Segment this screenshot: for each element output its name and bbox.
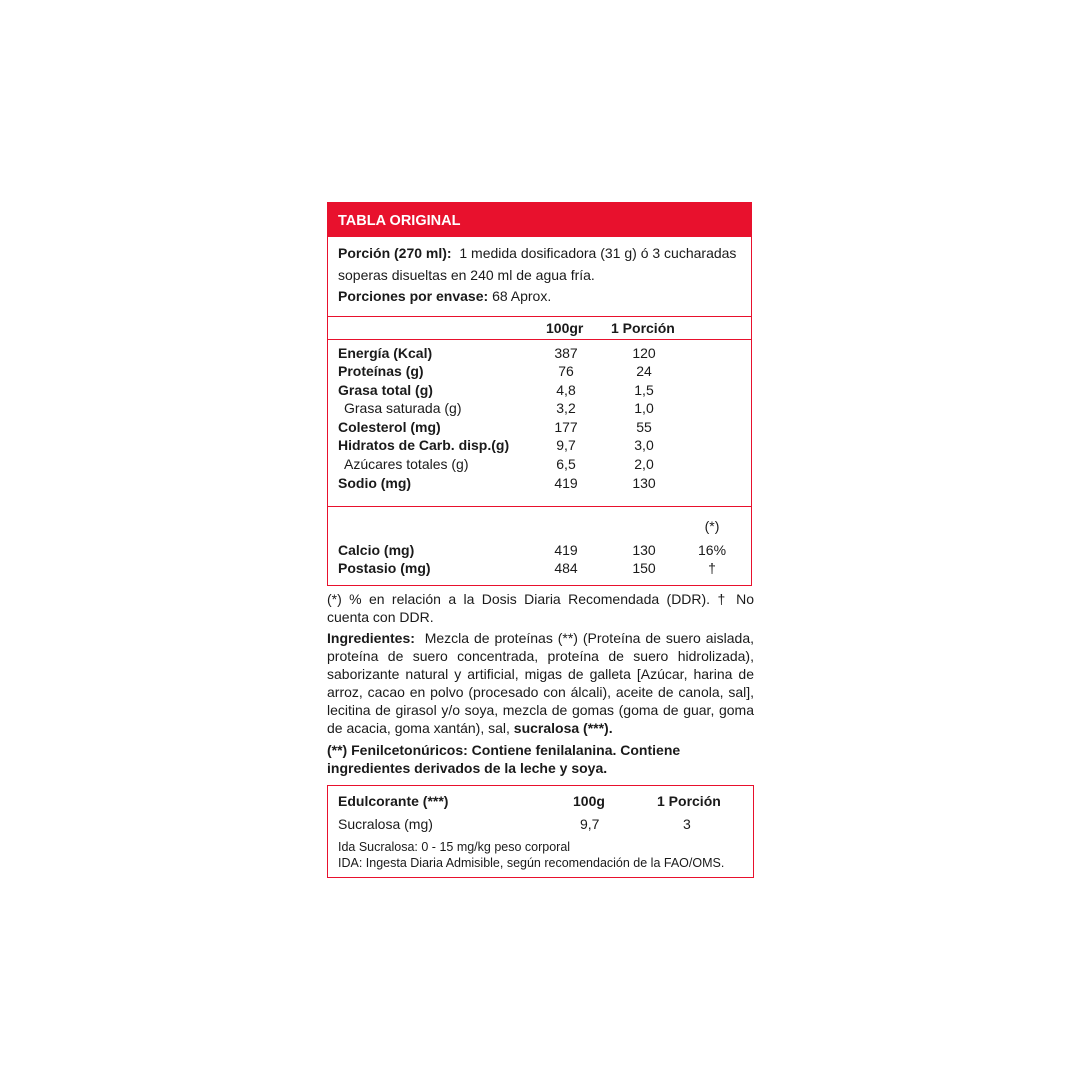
column-header (328, 317, 751, 340)
table-row (328, 345, 751, 364)
sweetener-label: Edulcorante (***) (338, 793, 449, 809)
table-row (328, 400, 751, 419)
row-portion: 24 (636, 363, 652, 380)
servings-text: 68 Aprox. (492, 288, 552, 304)
ingredients-text: Mezcla de proteínas (**) (Proteína de suero aislada, proteína de suero concentrada, proteína de suero hidrolizada), saborizante natural y artificial, migas de galleta [Azúcar, harina de arroz, cacao en polvo (procesado con álcali), aceite de canola, sal], lecitina de girasol y/o soya, mezcla de gomas (goma de guar, goma de acacia, goma xantán), sal, (327, 630, 754, 736)
table-row (328, 542, 751, 561)
table-row (328, 560, 751, 579)
sweetener-note-2: IDA: Ingesta Diaria Admisible, según recomendación de la FAO/OMS. (338, 856, 725, 870)
pct-header: (*) (704, 517, 720, 534)
row-100: 419 (554, 474, 578, 491)
table-title: TABLA ORIGINAL (328, 203, 751, 237)
table-row (328, 456, 751, 475)
row-100: 484 (554, 559, 578, 576)
row-label: Energía (Kcal) (338, 344, 433, 361)
row-100: 6,5 (556, 456, 576, 473)
table-row (328, 363, 751, 382)
sweetener-row-portion: 3 (683, 816, 691, 832)
row-label: Hidratos de Carb. disp.(g) (338, 437, 510, 454)
row-100: 3,2 (556, 400, 576, 417)
sweetener-col-100: 100g (573, 793, 605, 809)
table-row (328, 475, 751, 494)
row-100: 419 (554, 541, 578, 558)
table-row (328, 419, 751, 438)
row-portion: 1,0 (634, 400, 654, 417)
sweetener-col-portion: 1 Porción (657, 793, 721, 809)
minerals-section (328, 507, 751, 585)
row-portion: 120 (632, 344, 656, 361)
row-label: Proteínas (g) (338, 363, 424, 380)
row-portion: 1,5 (634, 381, 654, 398)
row-100: 4,8 (556, 381, 576, 398)
sweetener-row-100: 9,7 (580, 816, 600, 832)
row-label: Calcio (mg) (338, 541, 415, 558)
col-100: 100gr (546, 319, 584, 336)
sweetener-table (327, 785, 754, 878)
row-portion: 130 (632, 541, 656, 558)
portion-label: Porción (270 ml): (338, 245, 452, 261)
footnote: (*) % en relación a la Dosis Diaria Recomendada (DDR). † No cuenta con DDR. (327, 591, 754, 625)
row-pct: † (708, 559, 716, 576)
row-portion: 55 (636, 418, 652, 435)
row-label: Grasa saturada (g) (344, 400, 462, 417)
row-100: 387 (554, 344, 578, 361)
row-100: 177 (554, 418, 578, 435)
sweetener-row-label: Sucralosa (mg) (338, 816, 433, 832)
portion-text: 1 medida dosificadora (31 g) ó 3 cucharadas soperas disueltas en 240 ml de agua fría. (338, 245, 737, 283)
row-100: 9,7 (556, 437, 576, 454)
row-label: Postasio (mg) (338, 559, 431, 576)
row-portion: 130 (632, 474, 656, 491)
ingredients-sweetener: sucralosa (***). (513, 720, 613, 736)
row-portion: 150 (632, 559, 656, 576)
row-label: Grasa total (g) (338, 381, 433, 398)
ingredients (327, 629, 754, 737)
row-label: Azúcares totales (g) (344, 456, 469, 473)
nutrient-rows (328, 340, 751, 507)
row-label: Colesterol (mg) (338, 418, 441, 435)
row-portion: 2,0 (634, 456, 654, 473)
row-label: Sodio (mg) (338, 474, 412, 491)
ingredients-label: Ingredientes: (327, 630, 415, 646)
table-row (328, 437, 751, 456)
nutrition-table (327, 202, 752, 586)
servings-label: Porciones por envase: (338, 288, 489, 304)
col-portion: 1 Porción (611, 319, 675, 336)
row-portion: 3,0 (634, 437, 654, 454)
row-100: 76 (558, 363, 574, 380)
sweetener-note-1: Ida Sucralosa: 0 - 15 mg/kg peso corporal (338, 840, 571, 854)
portion-info (328, 237, 751, 317)
row-pct: 16% (698, 541, 727, 558)
table-row (328, 382, 751, 401)
allergen-warning: (**) Fenilcetonúricos: Contiene fenilalanina. Contiene ingredientes derivados de la leche y soya. (327, 742, 681, 776)
pct-header-row (328, 518, 751, 537)
